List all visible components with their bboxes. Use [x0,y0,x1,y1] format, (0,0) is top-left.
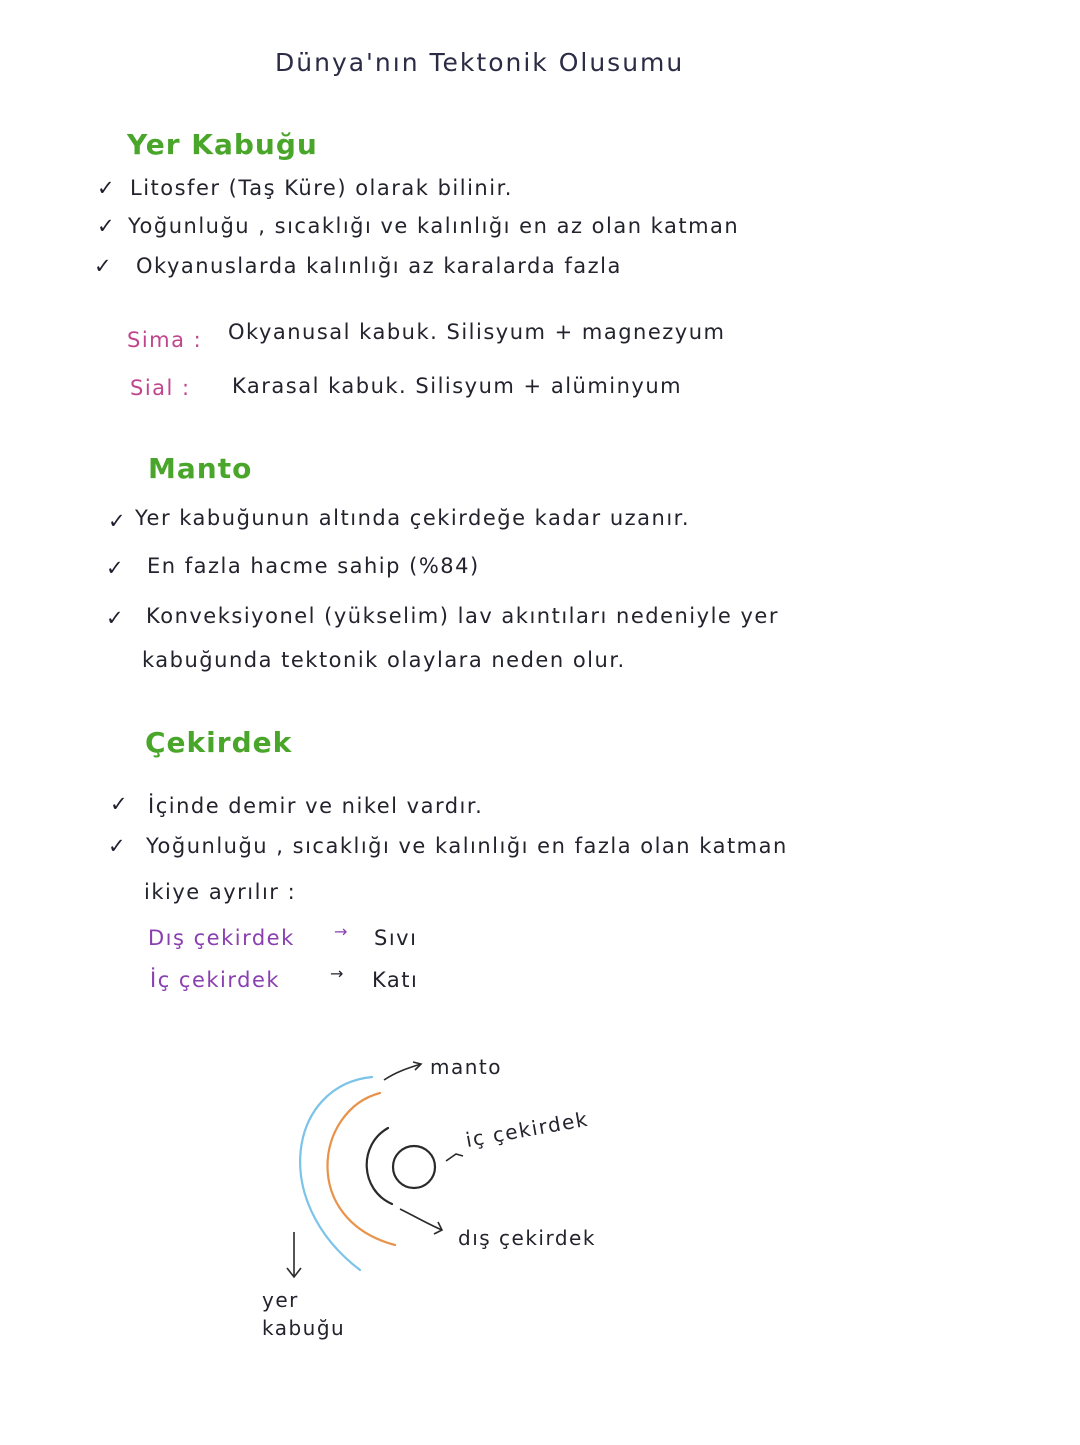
inner-core-circle [393,1146,435,1188]
crust-arc [300,1077,372,1270]
check-icon: ✓ [108,509,126,533]
mantle-bullet-2: En fazla hacme sahip (%84) [147,554,480,578]
core-bullet-1: İçinde demir ve nikel vardır. [148,794,484,818]
check-icon: ✓ [106,606,124,630]
arrow-right-icon: → [334,922,349,941]
diagram-label-crust-2: kabuğu [262,1316,346,1340]
core-heading: Çekirdek [145,726,293,759]
outer-core-state: Sıvı [374,926,418,950]
outer-core-arc [367,1128,392,1204]
mantle-heading: Manto [148,452,253,485]
diagram-label-outer-core: dış çekirdek [458,1226,596,1250]
check-icon: ✓ [106,556,124,580]
outer-core-pointer-line [400,1209,442,1230]
inner-core-label: İç çekirdek [150,968,281,992]
crust-bullet-3: Okyanuslarda kalınlığı az karalarda fazla [136,254,622,278]
diagram-label-inner-core: iç çekirdek [463,1106,591,1152]
outer-core-label: Dış çekirdek [148,926,295,950]
sial-text: Karasal kabuk. Silisyum + alüminyum [232,374,683,398]
crust-heading: Yer Kabuğu [127,128,318,161]
sima-text: Okyanusal kabuk. Silisyum + magnezyum [228,320,726,344]
inner-core-state: Katı [372,968,419,992]
arrow-right-icon: → [330,964,345,983]
page-title: Dünya'nın Tektonik Olusumu [275,48,685,77]
diagram-label-mantle: manto [430,1055,502,1079]
core-bullet-2: Yoğunluğu , sıcaklığı ve kalınlığı en fazla olan katman [146,834,788,858]
sima-label: Sima : [127,328,203,352]
check-icon: ✓ [97,176,115,200]
core-split-text: ikiye ayrılır : [144,880,297,904]
mantle-bullet-3: Konveksiyonel (yükselim) lav akıntıları nedeniyle yer [146,604,779,628]
check-icon: ✓ [97,214,115,238]
diagram-label-crust-1: yer [262,1288,299,1312]
check-icon: ✓ [108,834,126,858]
mantle-bullet-3-cont: kabuğunda tektonik olaylara neden olur. [142,648,626,672]
mantle-pointer-line [384,1064,421,1080]
mantle-bullet-1: Yer kabuğunun altında çekirdeğe kadar uzanır. [135,506,691,530]
check-icon: ✓ [94,254,112,278]
mantle-arc [328,1093,396,1245]
sial-label: Sial : [130,376,191,400]
inner-core-pointer [446,1154,463,1161]
crust-bullet-1: Litosfer (Taş Küre) olarak bilinir. [130,176,513,200]
check-icon: ✓ [110,792,128,816]
crust-bullet-2: Yoğunluğu , sıcaklığı ve kalınlığı en az olan katman [128,214,740,238]
